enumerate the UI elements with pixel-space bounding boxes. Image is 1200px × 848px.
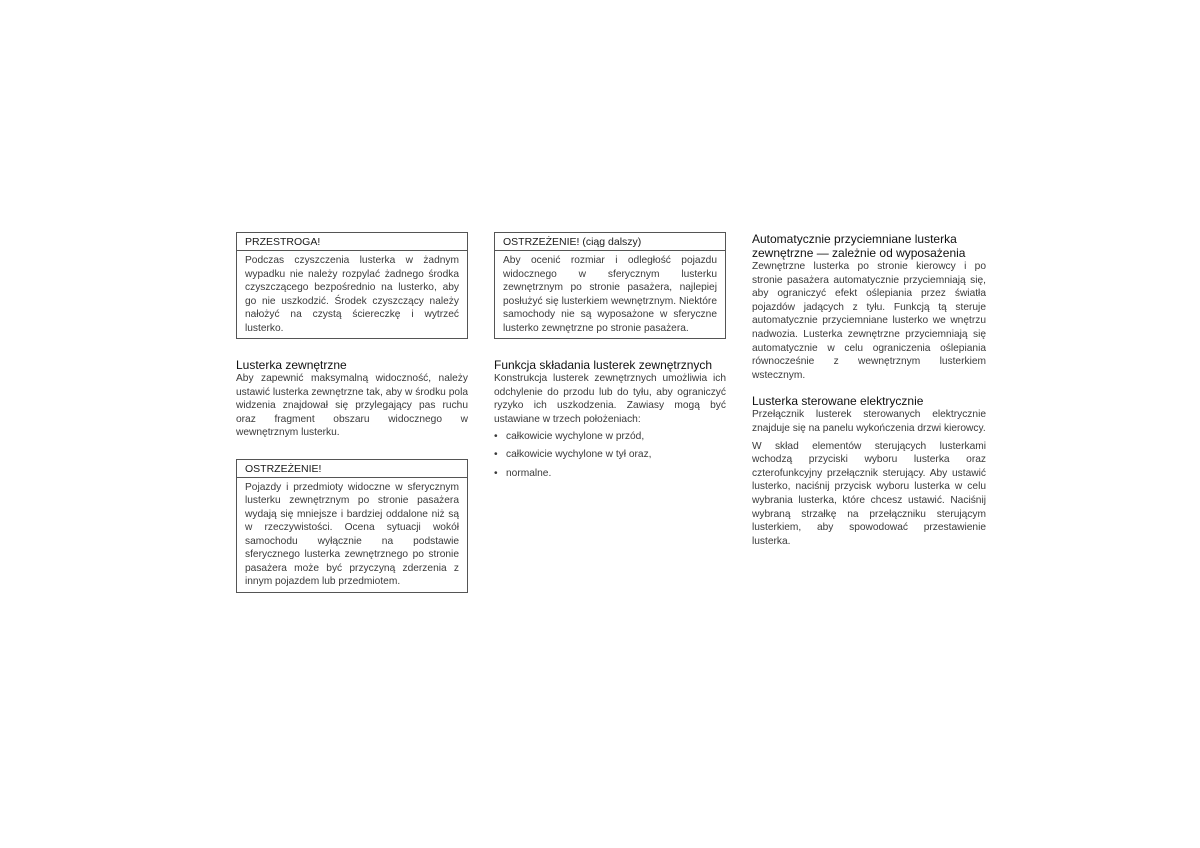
section-title-auto-dim [752,232,986,260]
list-item-text: całkowicie wychylone w tył oraz, [506,449,652,461]
section-title-outside-mirrors: Lusterka zewnętrzne [236,358,347,372]
list-item [494,448,726,462]
list-item [494,467,726,481]
outside-mirrors-text: Aby zapewnić maksymalną widoczność, należy ustawić lusterka zewnętrzne tak, aby w środku pola widzenia znajdował się przylegający pas ruchu oraz fragment obszaru widocznego w wewnętrznym lusterku. [236,373,468,439]
section-title-folding: Funkcja składania lusterek zewnętrznych [494,358,713,372]
warning-continued-title: OSTRZEŻENIE! (ciąg dalszy) [495,233,725,251]
column-2 [494,232,726,485]
caution-text: Podczas czyszczenia lusterka w żadnym wypadku nie należy rozpylać żadnego środka czyszczącego bezpośrednio na lusterko, aby go nie uszkodzić. Środek czyszczący należy nałożyć na czystą ściereczkę i wytrzeć lusterko. [245,255,459,334]
bullet-icon: • [494,467,498,479]
auto-dim-title-line-2: zewnętrzne — zależnie od wyposażenia [752,246,966,260]
section-title-power-mirrors: Lusterka sterowane elektrycznie [752,394,924,409]
warning-title: OSTRZEŻENIE! [237,460,467,478]
warning-text: Pojazdy i przedmioty widoczne w sferycznym lusterku zewnętrznym po stronie pasażera wydają się mniejsze i bardziej oddalone niż są w rzeczywistości. Ocena sytuacji wokół samochodu wyłącznie na podstawie sferycznego lusterka zewnętrznego po stronie pasażera może być przyczyną zderzenia z innym pojazdem lub przedmiotem. [245,481,459,588]
column-1 [236,232,468,593]
folding-text: Konstrukcja lusterek zewnętrznych umożliwia ich odchylenie do przodu lub do tyłu, aby ograniczyć ryzyko ich uszkodzenia. Zawiasy mogą być ustawiane w trzech położeniach: [494,373,726,425]
caution-title: PRZESTROGA! [237,233,467,251]
column-3 [752,232,986,548]
caution-box [236,232,468,339]
warning-box [236,459,468,593]
list-item [494,430,726,444]
list-item-text: normalne. [506,467,552,479]
power-mirrors-text-1: Przełącznik lusterek sterowanych elektrycznie znajduje się na panelu wykończenia drzwi kierowcy. [752,409,986,434]
list-item-text: całkowicie wychylone w przód, [506,431,645,443]
bullet-icon: • [494,431,498,443]
folding-positions-list [494,430,726,480]
auto-dim-text: Zewnętrzne lusterka po stronie kierowcy i po stronie pasażera automatycznie przyciemniają się, aby ograniczyć efekt oślepiania przez światła pojazdów jadących z tyłu. Funkcją tą steruje automatycznie przyciemniane lusterko we wnętrzu nadwozia. Lusterka zewnętrzne przyciemniają się automatycznie w celu ograniczenia oślepiania równocześnie z wewnętrznym lusterkiem wstecznym. [752,261,986,381]
warning-continued-text: Aby ocenić rozmiar i odległość pojazdu widocznego w sferycznym lusterku zewnętrznym po stronie pasażera, najlepiej posłużyć się lusterkiem wewnętrznym. Niektóre samochody nie są wyposażone w sferyczne lusterko zewnętrzne po stronie pasażera. [503,255,717,334]
power-mirrors-text-2: W skład elementów sterujących lusterkami wchodzą przyciski wyboru lusterka oraz czterofunkcyjny przełącznik sterujący. Aby ustawić lusterko, naciśnij przycisk wyboru lusterka w celu wybrania lusterka, które chcesz ustawić. Naciśnij wybraną strzałkę na przełączniku sterującym lusterkiem, aby spowodować przestawienie lusterka. [752,440,986,547]
bullet-icon: • [494,449,498,461]
warning-continued-box [494,232,726,339]
auto-dim-title-line-1: Automatycznie przyciemniane lusterka [752,232,957,246]
